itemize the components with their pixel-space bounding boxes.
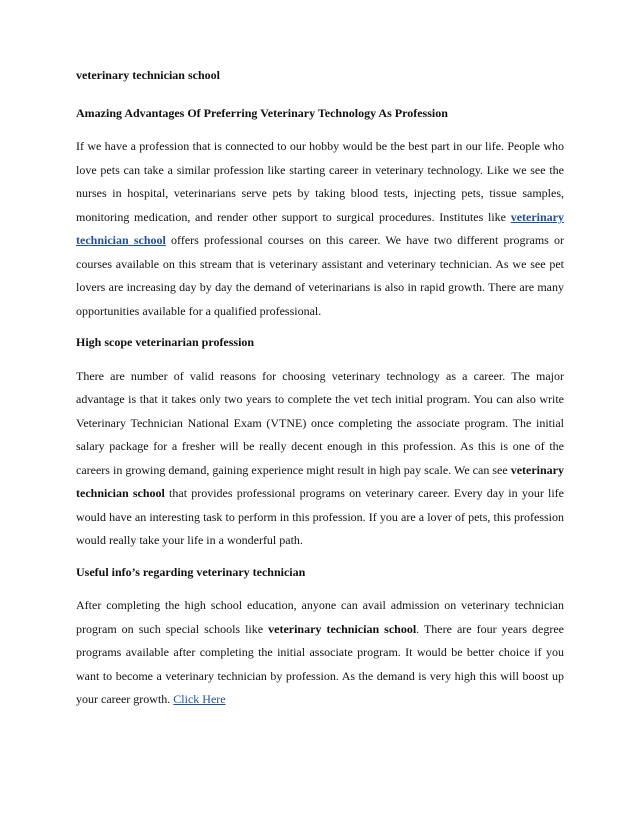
scope-paragraph (76, 365, 564, 553)
info-paragraph (76, 594, 564, 712)
section-heading-scope: High scope veterinarian profession (76, 335, 255, 349)
intro-text-before: If we have a profession that is connected to our hobby would be the best part in our life. People who love pets can take a similar profession like starting career in veterinary technology. Like we see the nurses in hospital, veterinarians serve pets by taking blood tests, injecting pets, tissue samples, monitoring medication, and render other support to surgical procedures. Institutes like (76, 139, 564, 224)
document-title: veterinary technician school (76, 68, 220, 82)
info-text-after: . There are four years degree programs available after completing the initial associate program. It would be better choice if you want to become a veterinary technician by profession. As the demand is very high this will boost up your career growth. (76, 621, 564, 706)
info-keyword: veterinary technician school (268, 621, 417, 636)
document-page (76, 64, 564, 720)
section-heading-info: Useful info’s regarding veterinary technician (76, 564, 306, 579)
info-text-before: After completing the high school education, anyone can avail admission on veterinary technician program on such special schools like (76, 598, 564, 636)
intro-text-after: offers professional courses on this career. We have two different programs or courses available on this stream that is veterinary assistant and veterinary technician. As we see pet lovers are increasing day by day the demand of veterinarians is also in rapid growth. There are many opportunities available for a qualified professional. (76, 233, 564, 318)
scope-keyword: veterinary technician school (76, 462, 564, 500)
scope-text-after: that provides professional programs on veterinary career. Every day in your life would have an interesting task to perform in this profession. If you are a lover of pets, this profession would really take your life in a wonderful path. (76, 486, 564, 547)
scope-text-before: There are number of valid reasons for choosing veterinary technology as a career. The major advantage is that it takes only two years to complete the vet tech initial program. You can also write Veterinary Technician National Exam (VTNE) once completing the associate program. The initial salary package for a fresher will be really decent enough in this profession. As this is one of the careers in growing demand, gaining experience might result in high pay scale. We can see (76, 368, 564, 477)
document-subtitle: Amazing Advantages Of Preferring Veterinary Technology As Profession (76, 105, 448, 120)
click-here-link[interactable]: Click Here (173, 692, 226, 706)
intro-paragraph (76, 135, 564, 323)
school-link[interactable]: veterinary technician school (76, 209, 564, 247)
